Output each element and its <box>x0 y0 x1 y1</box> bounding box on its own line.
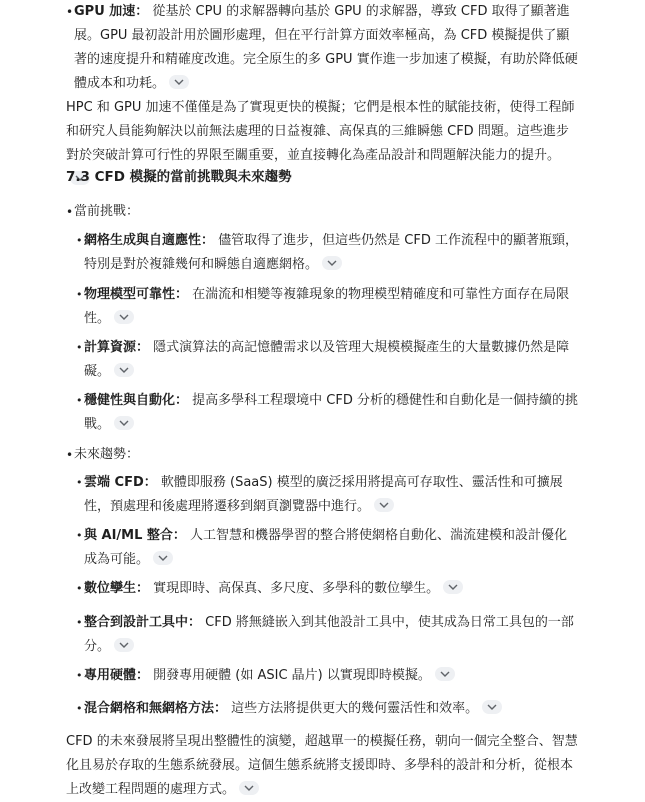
bullet-dot-icon: • <box>76 529 83 542</box>
item-term: 整合到設計工具中： <box>84 615 202 630</box>
item-text: 人工智慧和機器學習的整合將使網格自動化、湍流建模和設計優化成為可能。 <box>84 528 568 567</box>
chevron-down-icon[interactable] <box>114 416 134 430</box>
list-item <box>84 611 578 659</box>
item-text: 在湍流和相變等複雜現象的物理模型精確度和可靠性方面存在局限性。 <box>84 287 570 326</box>
section-heading: 7.3 CFD 模擬的當前挑戰與未來趨勢 <box>66 169 292 185</box>
list-item <box>84 697 578 721</box>
item-text: 軟體即服務 (SaaS) 模型的廣泛採用將提高可存取性、靈活性和可擴展性，預處理和後處理將遷移到網頁瀏覽器中進行。 <box>84 475 563 514</box>
chevron-down-icon[interactable] <box>435 667 455 681</box>
bullet-dot-icon: • <box>76 234 83 247</box>
paragraph <box>66 730 578 802</box>
list-item <box>84 471 578 519</box>
chevron-down-icon[interactable] <box>482 700 502 714</box>
bullet-dot-icon: • <box>66 448 74 462</box>
chevron-down-icon[interactable] <box>114 363 134 377</box>
chevron-down-icon[interactable] <box>374 498 394 512</box>
list-item <box>84 577 578 601</box>
list-item <box>84 336 578 384</box>
item-text: 提高多學科工程環境中 CFD 分析的穩健性和自動化是一個持續的挑戰。 <box>84 393 578 432</box>
item-text: 儘管取得了進步，但這些仍然是 CFD 工作流程中的顯著瓶頸，特別是對於複雜幾何和瞬態自適應網格。 <box>84 233 578 272</box>
bullet-dot-icon: • <box>76 702 83 715</box>
paragraph-text: CFD 的未來發展將呈現出整體性的演變，超越單一的模擬任務，朝向一個完全整合、智慧化且易於存取的生態系統發展。這個生態系統將支援即時、多學科的設計和分析，從根本上改變工程問題的處理方式。 <box>66 734 578 797</box>
item-term: 物理模型可靠性： <box>84 287 189 302</box>
list-item <box>84 524 578 572</box>
item-term: 數位孿生： <box>84 581 150 596</box>
bullet-dot-icon: • <box>66 5 74 19</box>
bullet-dot-icon: • <box>76 669 83 682</box>
list-item <box>84 283 578 331</box>
item-term: GPU 加速： <box>74 4 149 19</box>
item-term: 混合網格和無網格方法： <box>84 701 228 716</box>
item-text: 從基於 CPU 的求解器轉向基於 GPU 的求解器，導致 CFD 取得了顯著進展。GPU 最初設計用於圖形處理，但在平行計算方面效率極高，為 CFD 模擬提供了顯著的速度提升和精確度改進。完全原生的多 GPU 實作進一步加速了模擬，有助於降低硬體成本和功耗。 <box>74 4 578 91</box>
chevron-down-icon[interactable] <box>114 310 134 324</box>
bullet-dot-icon: • <box>76 476 83 489</box>
list-item <box>84 229 578 277</box>
item-term: 網格生成與自適應性： <box>84 233 215 248</box>
chevron-down-icon[interactable] <box>239 781 259 795</box>
item-text: 實現即時、高保真、多尺度、多學科的數位孿生。 <box>149 581 440 596</box>
chevron-down-icon[interactable] <box>114 638 134 652</box>
item-text: CFD 將無縫嵌入到其他設計工具中，使其成為日常工具包的一部分。 <box>84 615 574 654</box>
current-challenges-label: 當前挑戰： <box>74 204 140 219</box>
chevron-down-icon[interactable] <box>153 551 173 565</box>
list-item <box>84 664 578 688</box>
chevron-down-icon[interactable] <box>322 256 342 270</box>
bullet-dot-icon: • <box>76 288 83 301</box>
item-term: 雲端 CFD： <box>84 475 157 490</box>
bullet-dot-icon: • <box>76 582 83 595</box>
item-term: 專用硬體： <box>84 668 150 683</box>
bullet-dot-icon: • <box>66 205 74 219</box>
bullet-dot-icon: • <box>76 616 83 629</box>
item-term: 與 AI/ML 整合： <box>84 528 186 543</box>
list-item <box>84 389 578 437</box>
chevron-down-icon[interactable] <box>169 75 189 89</box>
bullet-dot-icon: • <box>76 341 83 354</box>
bullet-dot-icon: • <box>76 394 83 407</box>
chevron-down-icon[interactable] <box>443 580 463 594</box>
item-term: 穩健性與自動化： <box>84 393 189 408</box>
paragraph-text: HPC 和 GPU 加速不僅僅是為了實現更快的模擬；它們是根本性的賦能技術，使得工程師和研究人員能夠解決以前無法處理的日益複雜、高保真的三維瞬態 CFD 問題。這些進步對於突破計算可行性的界限至關重要，並直接轉化為產品設計和問題解決能力的提升。 <box>66 100 575 163</box>
future-trends-label: 未來趨勢： <box>74 447 140 462</box>
list-item-gpu <box>74 0 578 96</box>
item-term: 計算資源： <box>84 340 150 355</box>
item-text: 這些方法將提供更大的幾何靈活性和效率。 <box>227 701 479 716</box>
item-text: 開發專用硬體 (如 ASIC 晶片) 以實現即時模擬。 <box>149 668 431 683</box>
item-text: 隱式演算法的高記憶體需求以及管理大規模模擬產生的大量數據仍然是障礙。 <box>84 340 570 379</box>
